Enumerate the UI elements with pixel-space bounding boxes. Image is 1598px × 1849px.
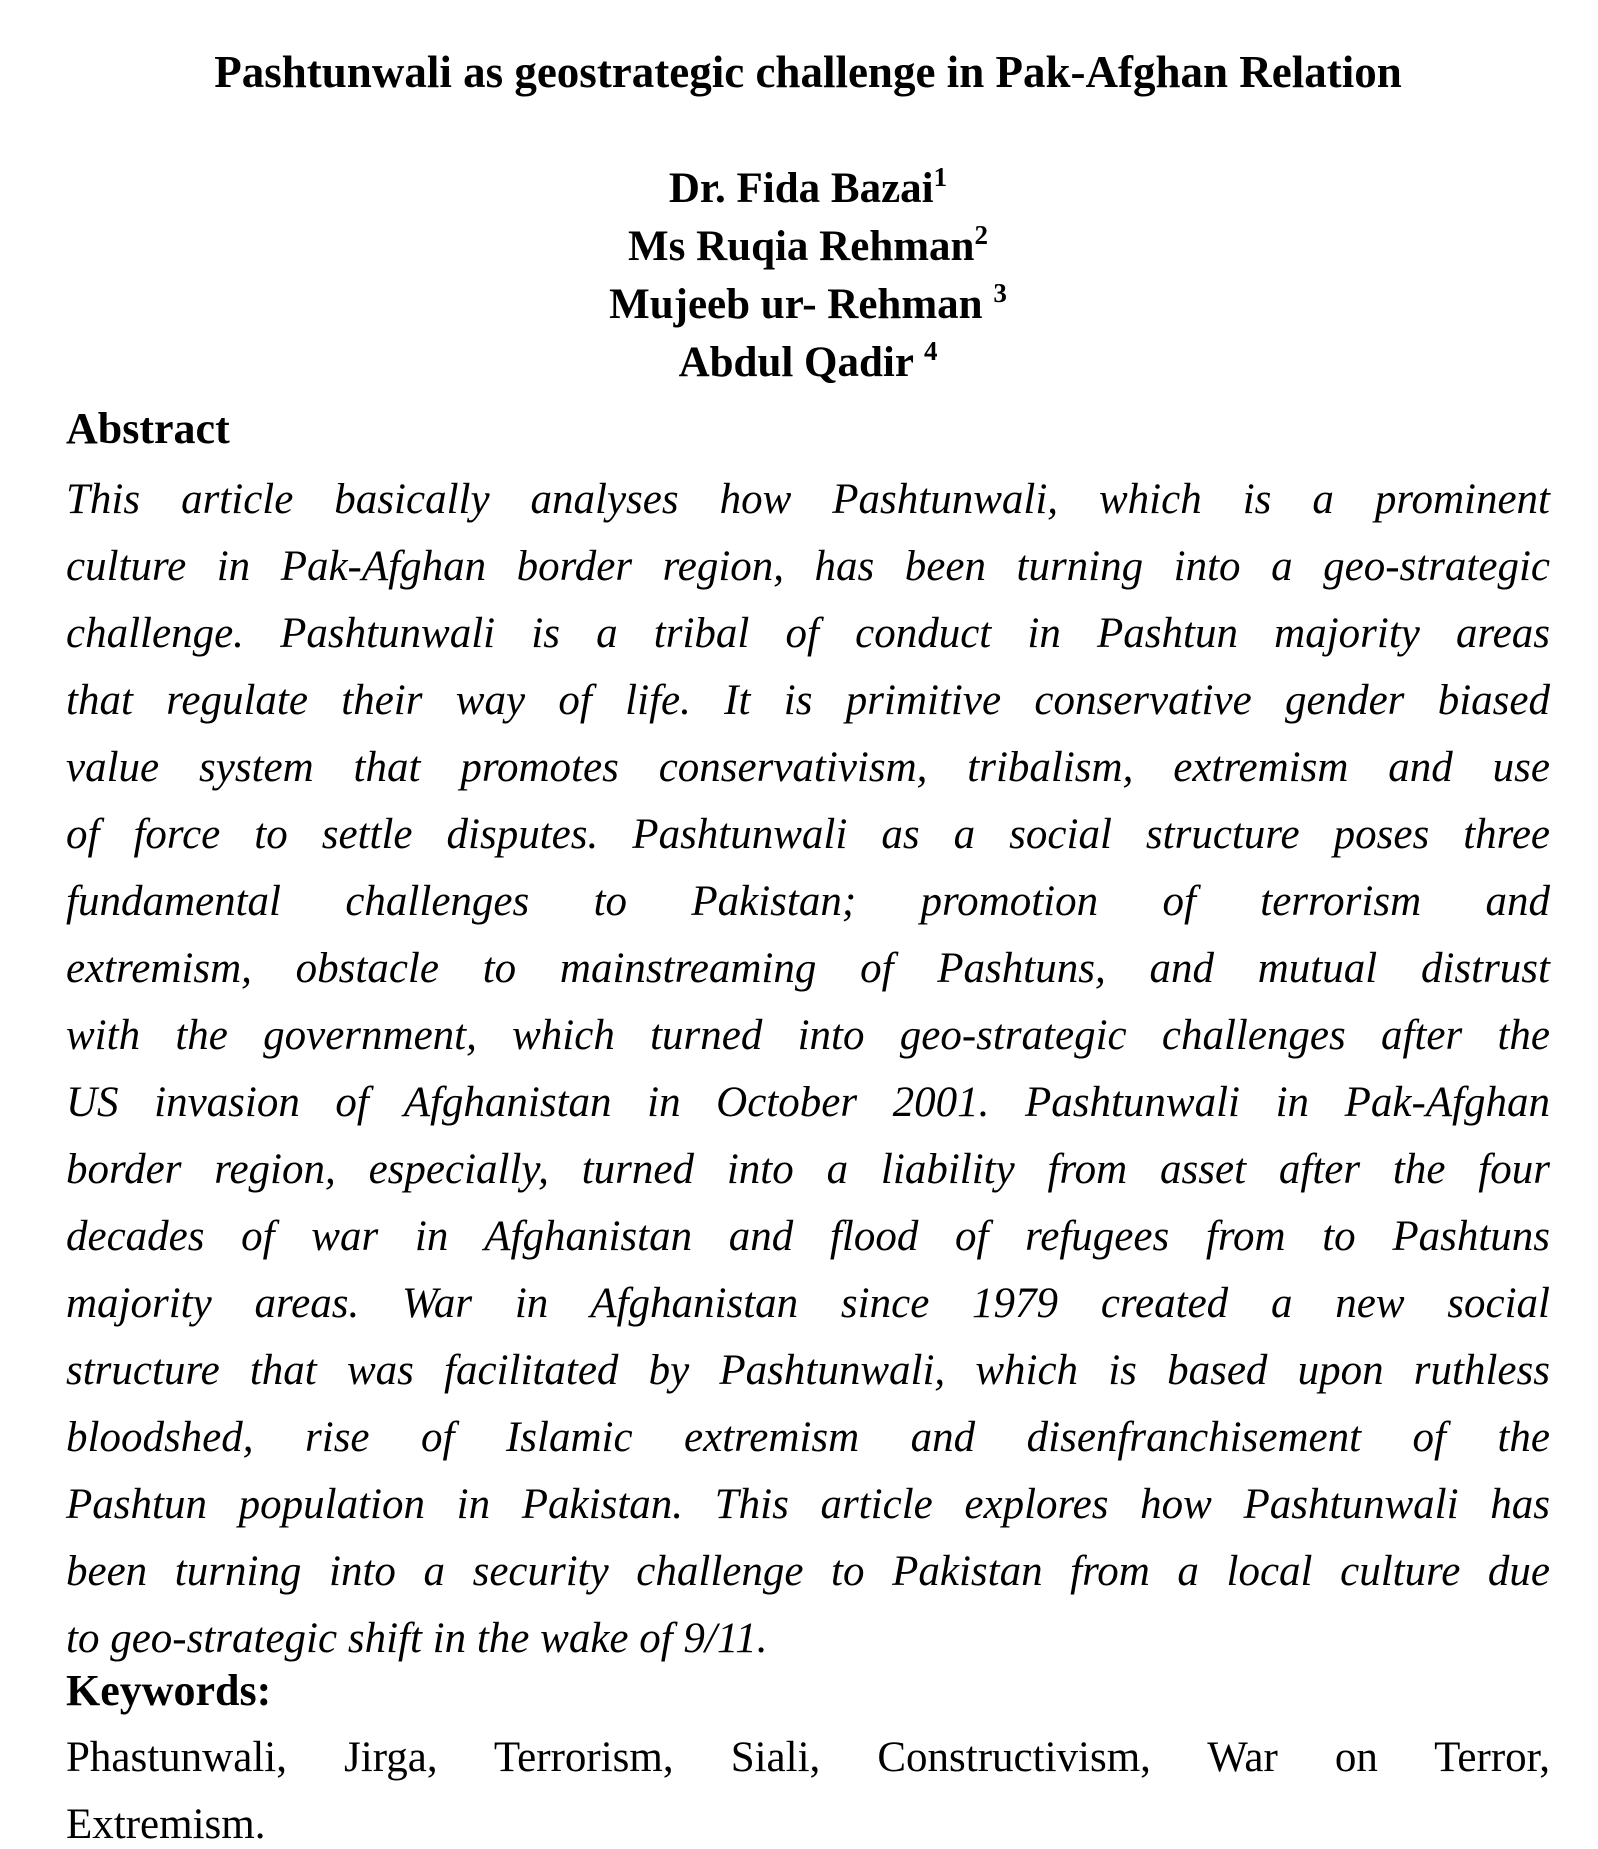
keywords-heading: Keywords: — [66, 1666, 272, 1715]
author-line — [66, 218, 1550, 276]
abstract-body — [66, 466, 1550, 1672]
author-line — [66, 160, 1550, 218]
abstract-line: This article basically analyses how Pashtunwali, which is a prominent — [66, 476, 1550, 523]
keywords-body — [66, 1724, 1550, 1849]
keywords-line: Phastunwali, Jirga, Terrorism, Siali, Constructivism, War on Terror, — [66, 1734, 1550, 1781]
author-line — [66, 334, 1550, 392]
abstract-line: culture in Pak-Afghan border region, has been turning into a geo-strategic — [66, 543, 1550, 590]
author-footnote-ref: 2 — [974, 220, 988, 250]
author-block — [66, 160, 1550, 392]
abstract-line: bloodshed, rise of Islamic extremism and disenfranchisement of the — [66, 1414, 1550, 1461]
abstract-line: structure that was facilitated by Pashtunwali, which is based upon ruthless — [66, 1347, 1550, 1394]
author-name: Abdul Qadir — [678, 339, 924, 386]
abstract-line: with the government, which turned into geo-strategic challenges after the — [66, 1012, 1550, 1059]
abstract-line: of force to settle disputes. Pashtunwali as a social structure poses three — [66, 811, 1550, 858]
abstract-line: challenge. Pashtunwali is a tribal of conduct in Pashtun majority areas — [66, 610, 1550, 657]
abstract-line: border region, especially, turned into a liability from asset after the four — [66, 1146, 1550, 1193]
page-title: Pashtunwali as geostrategic challenge in Pak-Afghan Relation — [214, 47, 1402, 97]
author-line — [66, 276, 1550, 334]
keywords-line: Extremism. — [66, 1801, 266, 1848]
abstract-line: majority areas. War in Afghanistan since 1979 created a new social — [66, 1280, 1550, 1327]
abstract-line: value system that promotes conservativism, tribalism, extremism and use — [66, 744, 1550, 791]
abstract-line: that regulate their way of life. It is primitive conservative gender biased — [66, 677, 1550, 724]
author-footnote-ref: 4 — [923, 336, 938, 366]
abstract-line: extremism, obstacle to mainstreaming of Pashtuns, and mutual distrust — [66, 945, 1550, 992]
author-name: Mujeeb ur- Rehman — [609, 281, 994, 328]
author-footnote-ref: 3 — [993, 278, 1007, 308]
abstract-line: decades of war in Afghanistan and flood of refugees from to Pashtuns — [66, 1213, 1550, 1260]
abstract-line: to geo-strategic shift in the wake of 9/11. — [66, 1615, 768, 1662]
author-footnote-ref: 1 — [933, 162, 948, 192]
abstract-line: Pashtun population in Pakistan. This article explores how Pashtunwali has — [66, 1481, 1550, 1528]
abstract-heading: Abstract — [66, 404, 230, 453]
abstract-line: US invasion of Afghanistan in October 2001. Pashtunwali in Pak-Afghan — [66, 1079, 1550, 1126]
author-name: Ms Ruqia Rehman — [628, 223, 975, 270]
abstract-line: been turning into a security challenge to Pakistan from a local culture due — [66, 1548, 1550, 1595]
author-name: Dr. Fida Bazai — [668, 165, 934, 212]
abstract-line: fundamental challenges to Pakistan; promotion of terrorism and — [66, 878, 1550, 925]
